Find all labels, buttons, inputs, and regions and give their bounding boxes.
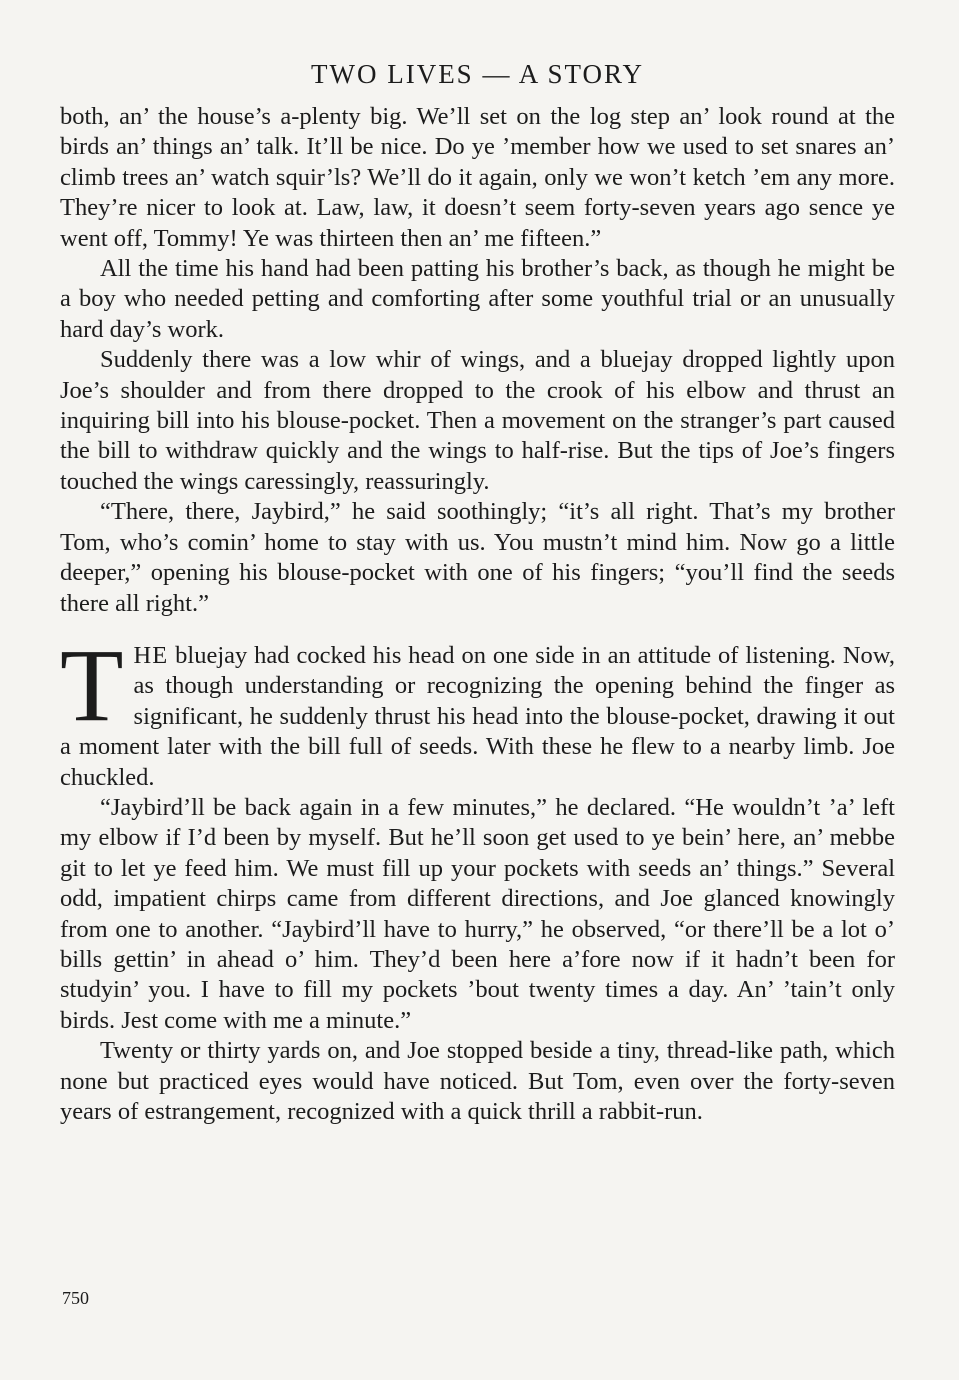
drop-cap-letter: T [60,627,124,743]
running-title: TWO LIVES — A STORY [310,59,645,89]
paragraph-5-text: bluejay had cocked his head on one side in an attitude of listening. Now, as though understanding or recognizing the opening behind the finger as significant, he suddenly thrust his head into the blouse-pocket, drawing it out a moment later with the bill full of seeds. With these he flew to a nearby limb. Joe chuckled. [60,641,895,791]
paragraph-7: Twenty or thirty yards on, and Joe stopped beside a tiny, thread-like path, which none but practiced eyes would have noticed. But Tom, even over the forty-seven years of estrangement, recognized with a quick thrill a rabbit-run. [60,1037,895,1125]
paragraph-2: All the time his hand had been patting his brother’s back, as though he might be a boy who needed petting and comforting after some youthful trial or an unusually hard day’s work. [60,255,895,343]
page-number: 750 [62,1288,89,1308]
paragraph-3: Suddenly there was a low whir of wings, and a bluejay dropped lightly upon Joe’s shoulder and from there dropped to the crook of his elbow and thrust an inquiring bill into his blouse-pocket. Then a movement on the stranger’s part caused the bill to withdraw quickly and the wings to half-rise. But the tips of Joe’s fingers touched the wings caressingly, reassuringly. [60,346,895,495]
paragraph-6: “Jaybird’ll be back again in a few minutes,” he declared. “He wouldn’t ’a’ left my elbow if I’d been by myself. But he’ll soon get used to ye bein’ here, an’ mebbe git to let ye feed him. We must fill up your pockets with seeds an’ things.” Several odd, impatient chirps came from different directions, and Joe glanced knowingly from one to another. “Jaybird’ll have to hurry,” he observed, “or there’ll be a lot o’ bills gettin’ in ahead o’ him. They’d been here a’fore now if it hadn’t been for studyin’ you. I have to fill my pockets ’bout twenty times a day. An’ ’tain’t only birds. Jest come with me a minute.” [60,793,895,1034]
story-text [60,102,895,1127]
section-break [60,619,895,641]
paragraph-4: “There, there, Jaybird,” he said soothingly; “it’s all right. That’s my brother Tom, who’s comin’ home to stay with us. You mustn’t mind him. Now go a little deeper,” opening his blouse-pocket with one of his fingers; “you’ll find the seeds there all right.” [60,498,895,617]
drop-cap-continuation: HE [133,641,169,669]
paragraph-5 [60,627,895,793]
paragraph-1: both, an’ the house’s a-plenty big. We’ll set on the log step an’ look round at the birds an’ things an’ talk. It’ll be nice. Do ye ’member how we used to set snares an’ climb trees an’ watch squir’ls? We’ll do it again, only we won’t ketch ’em any more. They’re nicer to look at. Law, law, it doesn’t seem forty-seven years ago sence ye went off, Tommy! Ye was thirteen then an’ me fifteen.” [60,103,895,252]
